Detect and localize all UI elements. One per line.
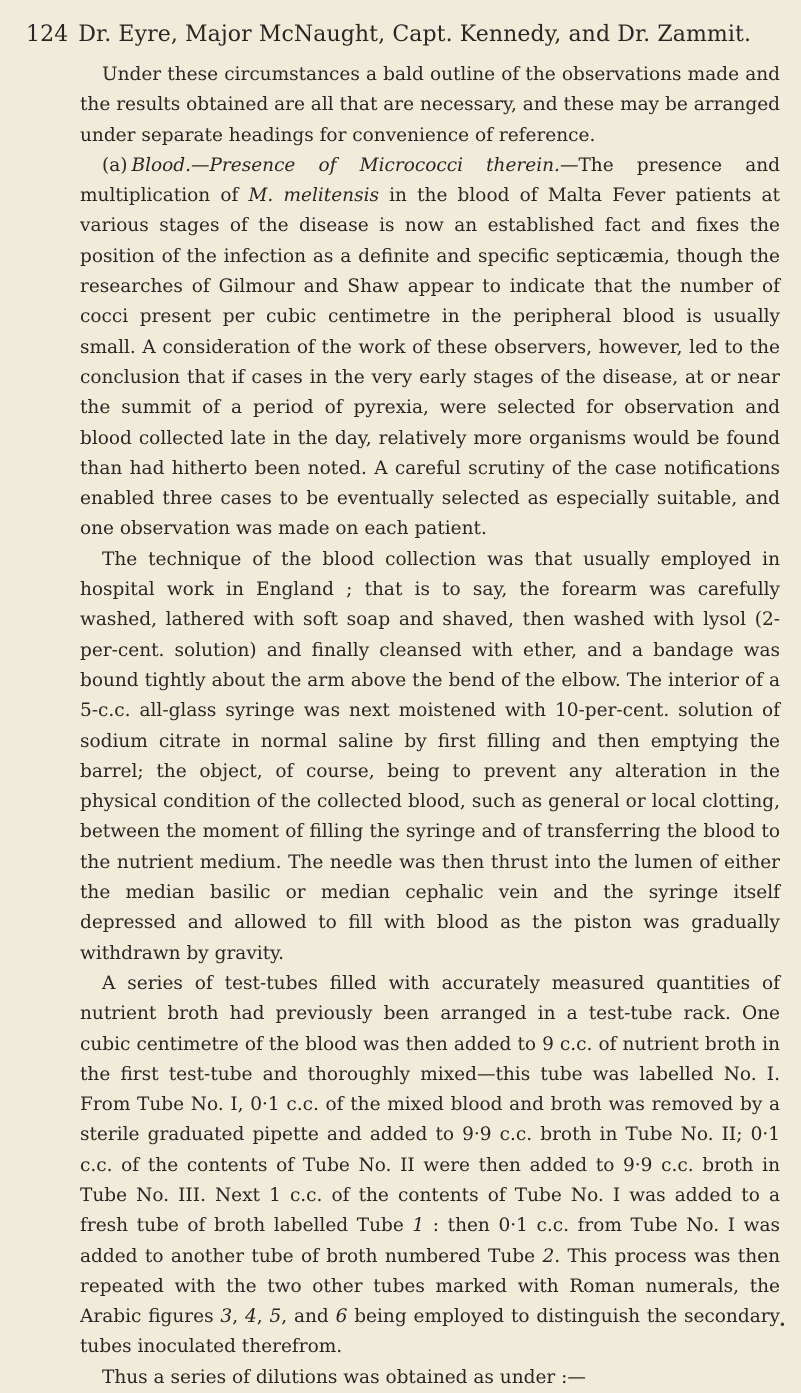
paragraph-test-tubes bbox=[80, 969, 780, 1363]
paragraph-intro bbox=[80, 60, 780, 151]
running-head bbox=[26, 22, 786, 48]
text-run: 2 bbox=[542, 1245, 555, 1267]
text-run: being employed to distinguish the secondary tubes inoculated therefrom. bbox=[80, 1306, 781, 1358]
text-run: A series of test-tubes filled with accurately measured quantities of nutrient broth had previously been arranged in a test-tube rack. One cubic centimetre of the blood was then added to 9 c.c. of nutrient broth in the first test-tube and thoroughly mixed—this tube was labelled No. I. From Tube No. I, 0·1 c.c. of the mixed blood and broth was removed by a sterile graduated pipette and added to 9·9 c.c. broth in Tube No. II; 0·1 c.c. of the contents of Tube No. II were then added to 9·9 c.c. broth in Tube No. III. Next 1 c.c. of the contents of Tube No. I was added to a fresh tube of broth labelled Tube bbox=[80, 972, 780, 1237]
running-head-authors: Dr. Eyre, Major McNaught, Capt. Kennedy, and Dr. Zammit. bbox=[78, 22, 752, 47]
paragraph-dilutions-text: Thus a series of dilutions was obtained as under :— bbox=[102, 1366, 586, 1388]
text-run: . This process was then repeated with the two other tubes marked with Roman numerals, the Arabic figures bbox=[80, 1245, 780, 1328]
section-text-after: in the blood of Malta Fever patients at various stages of the disease is now an established fact and fixes the position of the infection as a definite and specific septicæmia, though the researches of Gilmour and Shaw appear to indicate that the number of cocci present per cubic centimetre in the peripheral blood is usually small. A consideration of the work of these observers, however, led to the conclusion that if cases in the very early stages of the disease, at or near the summit of a period of pyrexia, were selected for observation and blood collected late in the day, relatively more organisms would be found than had hitherto been noted. A careful scrutiny of the case notifications enabled three cases to be eventually selected as especially suitable, and one observation was made on each patient. bbox=[80, 185, 780, 540]
text-run: 1 bbox=[412, 1215, 425, 1237]
section-heading: Blood.—Presence of Micrococci therein. bbox=[131, 154, 560, 176]
text-run: , bbox=[256, 1306, 270, 1328]
paragraph-intro-text: Under these circumstances a bald outline of the observations made and the results obtained are all that are necessary, and these may be arranged under separate headings for convenience of reference. bbox=[80, 64, 780, 146]
text-run: , bbox=[232, 1306, 245, 1328]
body-text bbox=[80, 60, 780, 1393]
page-number: 124 bbox=[26, 22, 69, 47]
section-text-before: —The presence and multiplication of bbox=[80, 154, 781, 207]
text-run: 4 bbox=[244, 1306, 257, 1328]
text-run: 3 bbox=[220, 1306, 233, 1328]
paragraph-technique bbox=[80, 545, 780, 969]
paragraph-blood-section bbox=[80, 151, 780, 545]
paragraph-technique-text: The technique of the blood collection was that usually employed in hospital work in England ; that is to say, the forearm was carefully washed, lathered with soft soap and shaved, then washed with lysol (2-per-cent. solution) and finally cleansed with ether, and a bandage was bound tightly about the arm above the bend of the elbow. The interior of a 5-c.c. all-glass syringe was next moistened with 10-per-cent. solution of sodium citrate in normal saline by first filling and then emptying the barrel; the object, of course, being to prevent any alteration in the physical condition of the collected blood, such as general or local clotting, between the moment of filling the syringe and of transferring the blood to the nutrient medium. The needle was then thrust into the lumen of either the median basilic or median cephalic vein and the syringe itself depressed and allowed to fill with blood as the piston was gradually withdrawn by gravity. bbox=[80, 548, 780, 964]
text-run: 6 bbox=[335, 1306, 348, 1328]
species-name: M. melitensis bbox=[248, 185, 379, 207]
text-run: 5 bbox=[269, 1306, 282, 1328]
section-label: (a) bbox=[102, 154, 128, 176]
paragraph-dilutions bbox=[80, 1363, 780, 1393]
text-run: , and bbox=[281, 1306, 336, 1328]
margin-mark: • bbox=[778, 1318, 786, 1332]
text-run: : then 0·1 c.c. from Tube No. I was added to another tube of broth numbered Tube bbox=[80, 1215, 780, 1267]
